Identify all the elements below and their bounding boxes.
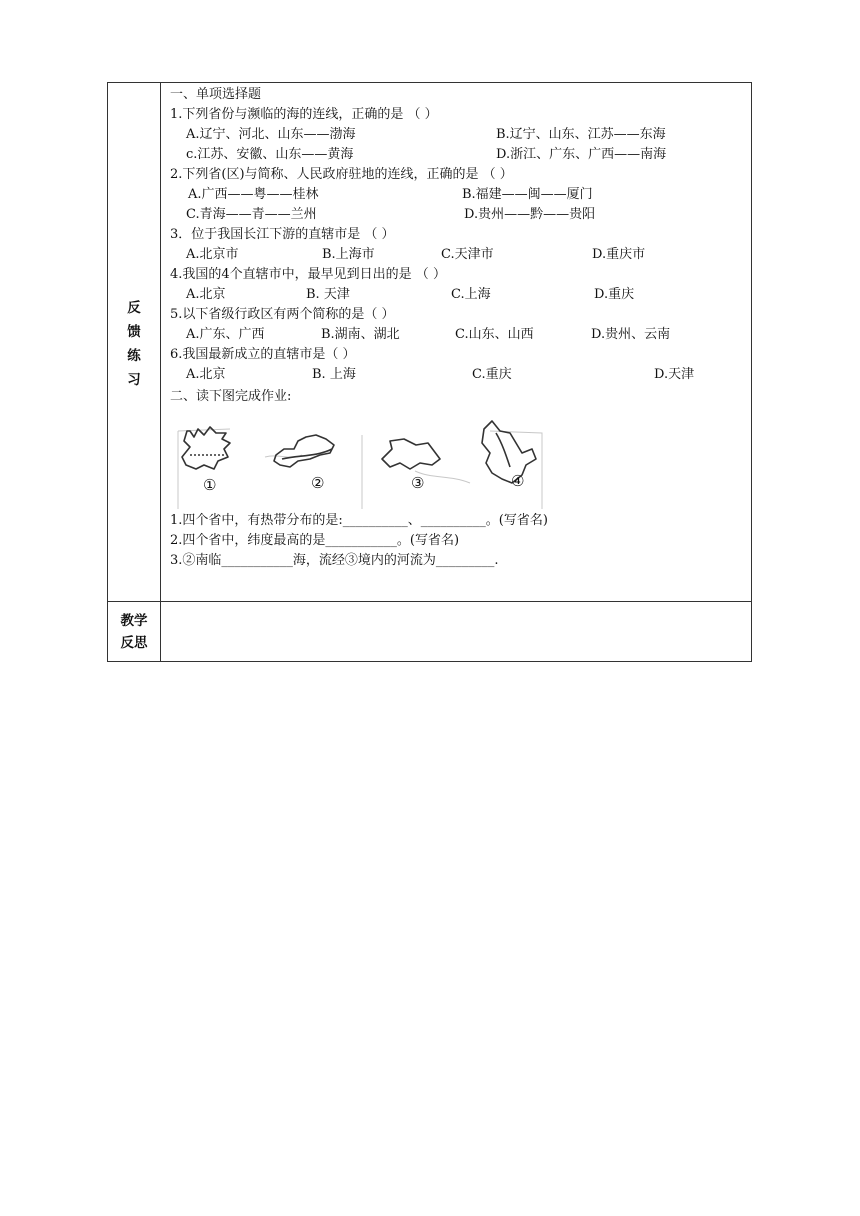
option-d: D.重庆	[594, 287, 635, 302]
feedback-content	[170, 85, 745, 571]
question-2-stem: 2.下列省(区)与简称、人民政府驻地的连线，正确的是 （ ）	[170, 167, 513, 182]
worksheet-table	[107, 82, 752, 662]
option-b: B.湖南、湖北	[321, 327, 400, 342]
option-c: C.青海——青——兰州	[186, 207, 317, 222]
option-d: D.重庆市	[592, 247, 646, 262]
question-1-options	[170, 125, 745, 145]
question-6-stem: 6.我国最新成立的直辖市是（ ）	[170, 347, 356, 362]
option-a: A.辽宁、河北、山东——渤海	[186, 127, 356, 142]
option-b: B. 上海	[312, 367, 356, 382]
fill-question-3: 3.②南临___________海，流经③境内的河流为_________.	[170, 553, 499, 568]
question-4-options	[170, 285, 745, 305]
map-label-3: ③	[411, 474, 425, 492]
option-b: B.辽宁、山东、江苏——东海	[496, 127, 666, 142]
option-a: A.北京	[186, 287, 226, 302]
question-5-stem: 5.以下省级行政区有两个简称的是（ ）	[170, 307, 395, 322]
option-a: A.北京	[186, 367, 226, 382]
question-2-options	[170, 185, 745, 205]
option-c: C.上海	[451, 287, 491, 302]
question-1-stem: 1.下列省份与濒临的海的连线，正确的是 （ ）	[170, 107, 438, 122]
question-1-options-2	[170, 145, 745, 165]
question-4-stem: 4.我国的4个直辖市中，最早见到日出的是 （ ）	[170, 267, 446, 282]
column-divider	[160, 83, 161, 661]
question-6-options	[170, 365, 745, 385]
option-b: B. 天津	[306, 287, 350, 302]
option-c: C.山东、山西	[455, 327, 534, 342]
option-d: D.浙江、广东、广西——南海	[496, 147, 667, 162]
province-outline-1	[182, 427, 230, 469]
option-c: C.天津市	[441, 247, 494, 262]
option-d: D.贵州、云南	[591, 327, 671, 342]
fill-question-1: 1.四个省中，有热带分布的是:__________、__________。(写省名)	[170, 513, 548, 528]
option-d: D.贵州——黔——贵阳	[464, 207, 596, 222]
option-b: B.上海市	[322, 247, 375, 262]
province-outlines-figure	[170, 409, 550, 511]
option-a: A.广东、广西	[186, 327, 265, 342]
option-a: A.广西——粤——桂林	[188, 187, 319, 202]
map-label-2: ②	[311, 474, 325, 492]
question-3-options	[170, 245, 745, 265]
scan-artifact-lines	[178, 429, 230, 509]
question-5-options	[170, 325, 745, 345]
map-label-1: ①	[203, 476, 217, 494]
section1-title: 一、单项选择题	[170, 87, 262, 102]
section2-title: 二、读下图完成作业:	[170, 389, 292, 404]
option-c: c.江苏、安徽、山东——黄海	[186, 147, 354, 162]
province-outline-3	[382, 439, 440, 469]
option-b: B.福建——闽——厦门	[462, 187, 593, 202]
province-4-river	[496, 433, 510, 467]
fill-question-2: 2.四个省中，纬度最高的是___________。(写省名)	[170, 533, 460, 548]
feedback-practice-label: 反 馈 练 习	[127, 300, 141, 388]
map-label-4: ④	[511, 472, 525, 490]
province-outline-maps	[170, 409, 745, 511]
teaching-reflection-label: 教学 反思	[120, 613, 148, 651]
reflection-area	[161, 602, 751, 661]
option-d: D.天津	[654, 367, 695, 382]
province-outline-4	[482, 421, 536, 483]
question-3-stem: 3．位于我国长江下游的直辖市是 （ ）	[170, 227, 395, 242]
option-a: A.北京市	[186, 247, 239, 262]
option-c: C.重庆	[472, 367, 512, 382]
question-2-options-2	[170, 205, 745, 225]
